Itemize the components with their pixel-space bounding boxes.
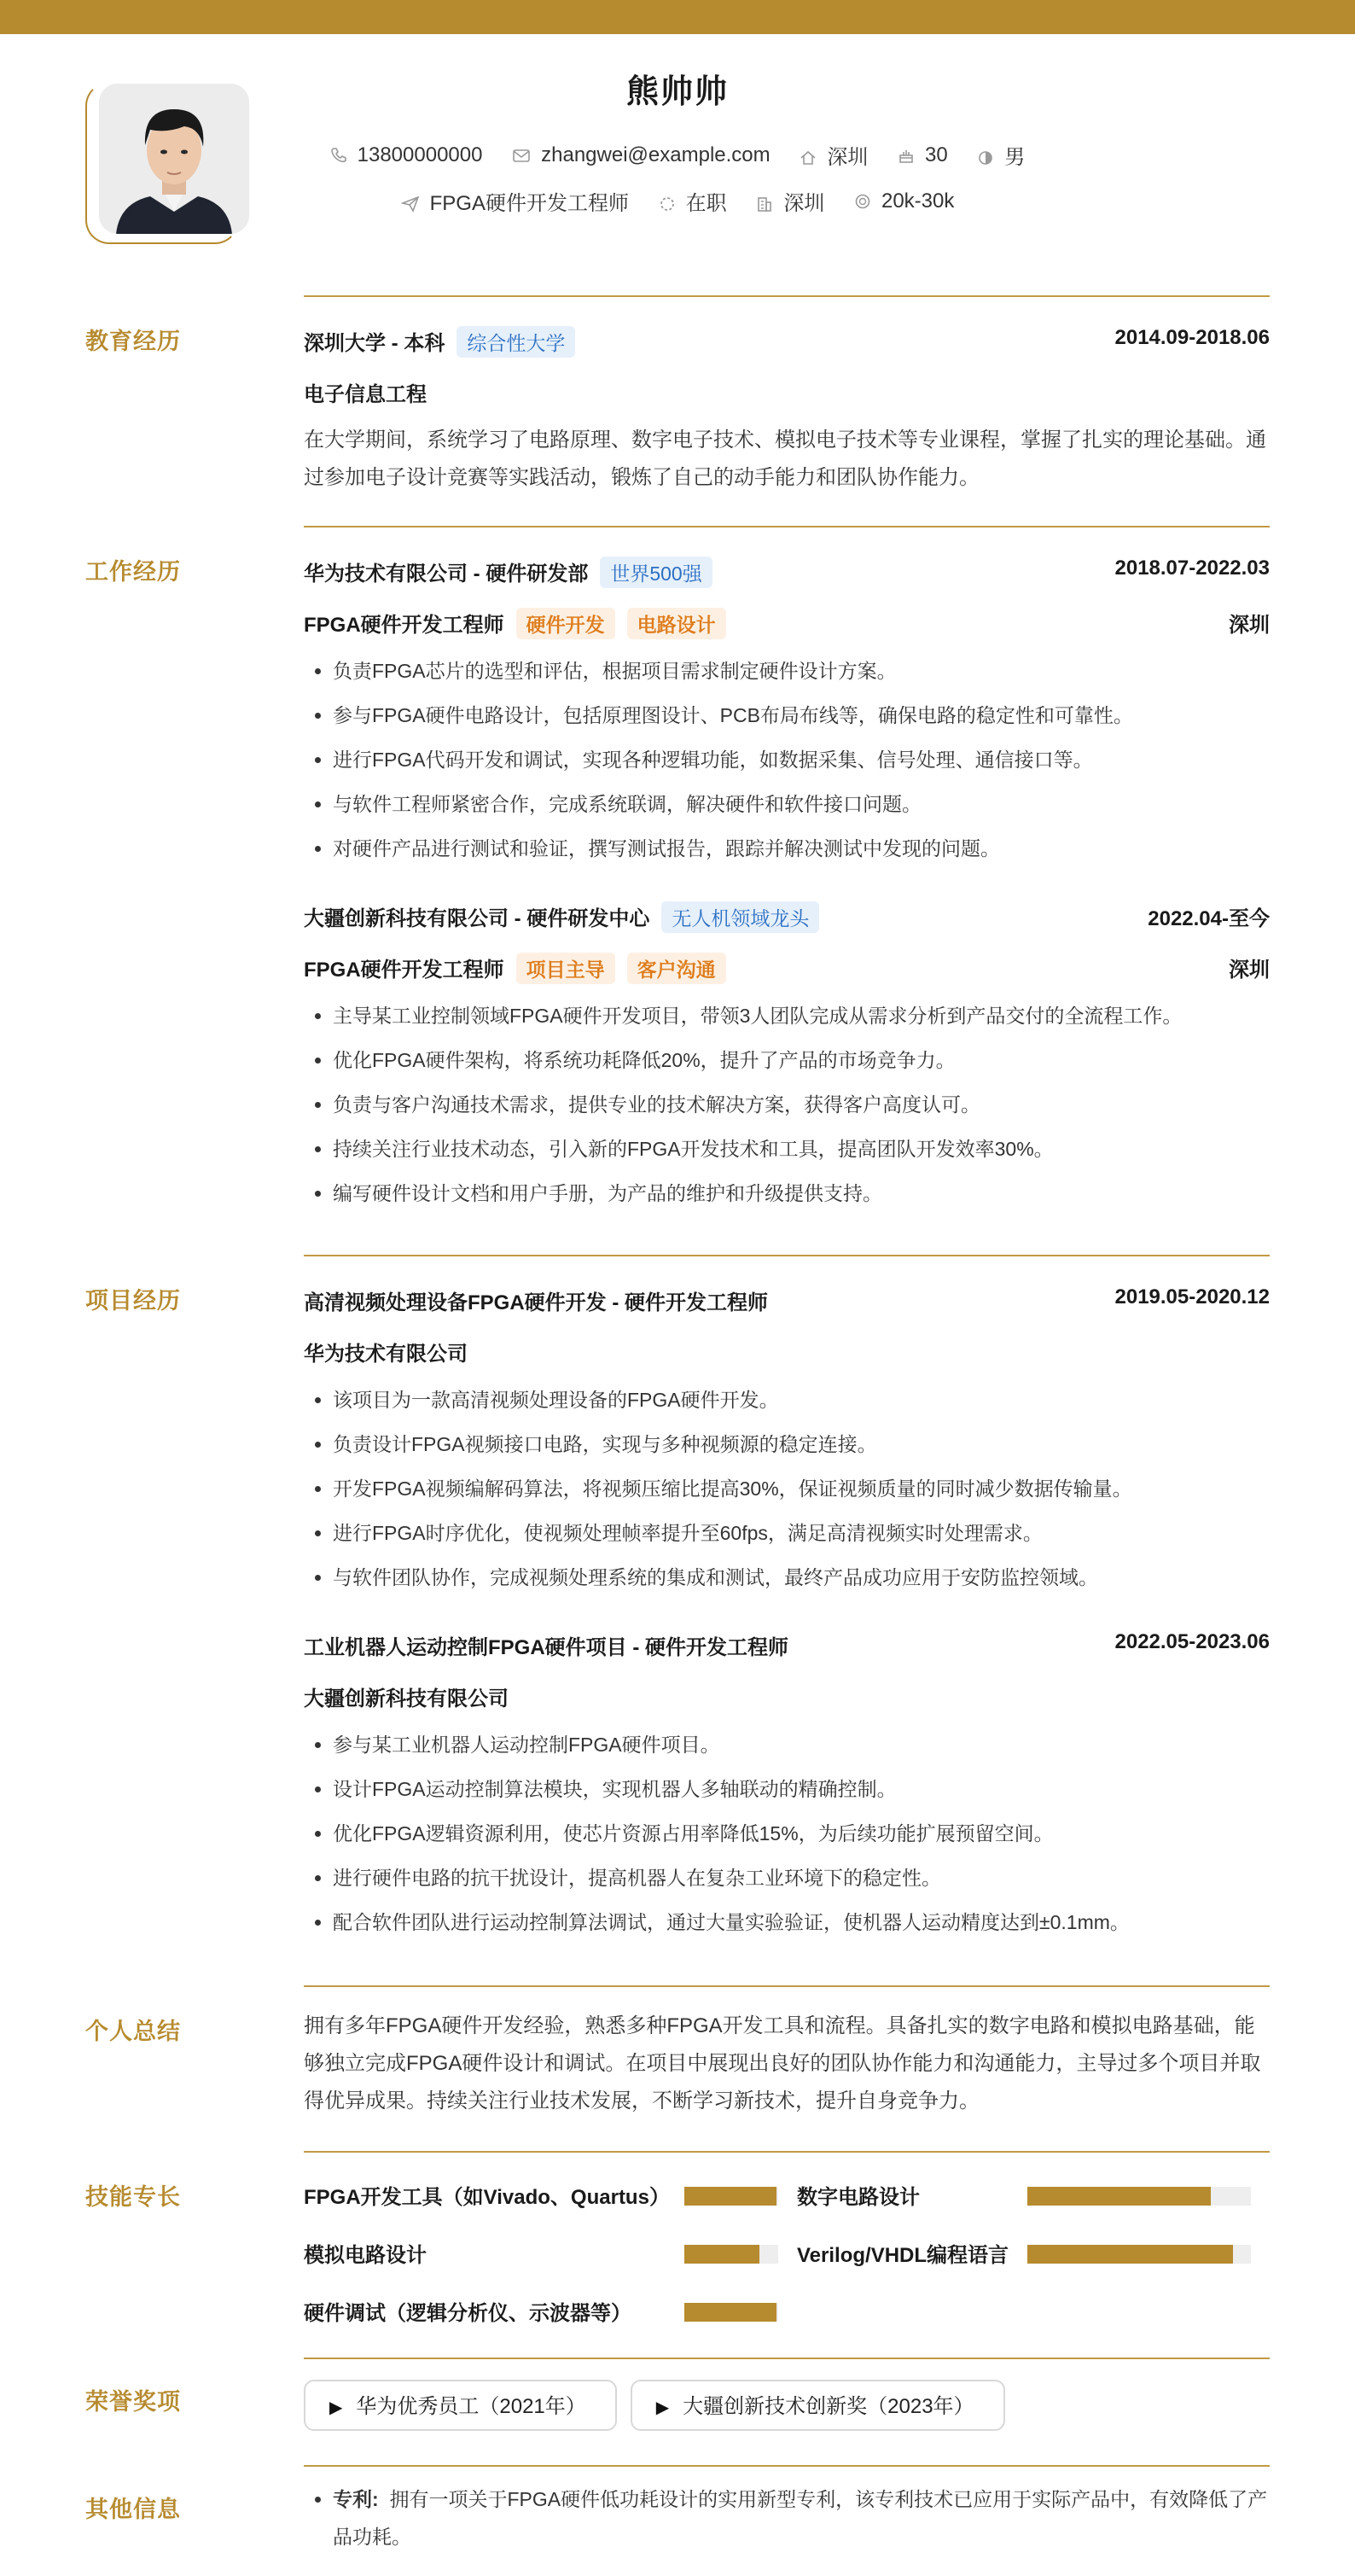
project-list (304, 1722, 1270, 1944)
project-name: 工业机器人运动控制FPGA硬件项目 - 硬件开发工程师 (304, 1636, 788, 1659)
award-badge (631, 2380, 1005, 2431)
list-item: • 优化FPGA逻辑资源利用，使芯片资源占用率降低15%，为后续功能扩展预留空间。 (333, 1811, 1270, 1856)
patent-text: 拥有一项关于FPGA硬件低功耗设计的实用新型专利，该专利技术已应用于实际产品中，有效降低了产品功耗。 (333, 2488, 1268, 2548)
list-item: • 负责与客户沟通技术需求，提供专业的技术解决方案，获得客户高度认可。 (333, 1082, 1270, 1127)
major-name: 电子信息工程 (304, 383, 427, 406)
list-item: • 与软件团队协作，完成视频处理系统的集成和测试，最终产品成功应用于安防监控领域。 (333, 1555, 1270, 1600)
skill-name: FPGA开发工具（如Vivado、Quartus） (304, 2186, 670, 2209)
project-date: 2019.05-2020.12 (1114, 1285, 1270, 1308)
skill-bar (1027, 2187, 1251, 2206)
intention-row (0, 186, 1355, 216)
section-title: 工作经历 (85, 559, 181, 585)
company-name: 大疆创新科技有限公司 - 硬件研发中心 (304, 907, 650, 930)
list-item: • 参与某工业机器人运动控制FPGA硬件项目。 (333, 1722, 1270, 1767)
phone-item (330, 143, 483, 167)
company-name: 华为技术有限公司 - 硬件研发部 (304, 562, 589, 586)
project-company: 大疆创新科技有限公司 (304, 1687, 509, 1711)
list-item: • 进行硬件电路的抗干扰设计，提高机器人在复杂工业环境下的稳定性。 (333, 1856, 1270, 1900)
salary-text: 20k-30k (881, 189, 955, 213)
skill-tag: 项目主导 (516, 953, 615, 984)
target-city-text: 深圳 (783, 192, 825, 215)
list-item: • 优化FPGA硬件架构，将系统功耗降低20%，提升了产品的市场竞争力。 (333, 1038, 1270, 1082)
phone-icon (330, 147, 347, 164)
gender-item (977, 140, 1025, 170)
section-title: 技能专长 (85, 2184, 181, 2210)
cake-icon (898, 147, 915, 164)
email-item (512, 143, 771, 167)
company-tag: 无人机领域龙头 (661, 901, 819, 933)
duty-list (304, 649, 1270, 871)
section-title: 其他信息 (85, 2497, 181, 2522)
award-badge (304, 2380, 617, 2431)
loading-icon (659, 195, 676, 213)
summary-text: 拥有多年FPGA硬件开发经验，熟悉多种FPGA开发工具和流程。具备扎实的数字电路和模拟电路基础，能够独立完成FPGA硬件设计和调试。在项目中展现出良好的团队协作能力和沟通能力，主导过多个项目并取得优异成果。持续关注行业技术发展，不断学习新技术，提升自身竞争力。 (304, 2014, 1261, 2113)
phone-text: 13800000000 (357, 143, 483, 166)
company-tag: 世界500强 (600, 557, 712, 588)
position-name: FPGA硬件开发工程师 (304, 614, 504, 637)
age-text: 30 (924, 143, 948, 166)
age-item (898, 143, 948, 167)
section-title: 项目经历 (85, 1288, 181, 1314)
mail-icon (512, 147, 531, 164)
city-item (800, 140, 868, 170)
section-title: 个人总结 (85, 2019, 181, 2044)
section-title: 教育经历 (85, 329, 181, 354)
other-list (304, 2480, 1270, 2556)
list-item: • 开发FPGA视频编解码算法，将视频压缩比提高30%，保证视频质量的同时减少数据传输量。 (333, 1466, 1270, 1511)
work-date: 2022.04-至今 (1148, 907, 1270, 930)
skill-bar (684, 2245, 778, 2264)
salary-item (854, 189, 954, 213)
work-entry (304, 889, 1270, 1215)
position-name: FPGA硬件开发工程师 (304, 959, 504, 982)
skill-bar-fill (684, 2303, 776, 2322)
section-divider (304, 1255, 1270, 1256)
list-item: • 该项目为一款高清视频处理设备的FPGA硬件开发。 (333, 1378, 1270, 1422)
skill-tag: 电路设计 (627, 608, 726, 639)
section-divider (304, 1985, 1270, 1987)
candidate-name: 熊帅帅 (625, 74, 729, 110)
section-divider (304, 295, 1270, 297)
list-item: • 参与FPGA硬件电路设计，包括原理图设计、PCB布局布线等，确保电路的稳定性和可靠性。 (333, 693, 1270, 737)
play-icon: ▶ (655, 2398, 670, 2417)
home-icon (800, 149, 817, 166)
job-target-text: FPGA硬件开发工程师 (429, 192, 629, 215)
award-text: 大疆创新技术创新奖（2023年） (683, 2395, 974, 2418)
skill-bar (1027, 2245, 1251, 2264)
list-item (333, 2480, 1270, 2556)
section-divider (304, 2151, 1270, 2153)
list-item: • 负责设计FPGA视频接口电路，实现与多种视频源的稳定连接。 (333, 1422, 1270, 1466)
award-text: 华为优秀员工（2021年） (356, 2395, 586, 2418)
project-entry (304, 1273, 1270, 1600)
project-company: 华为技术有限公司 (304, 1343, 468, 1366)
patent-label: 专利: (333, 2488, 379, 2510)
skill-bar-fill (684, 2187, 776, 2206)
work-date: 2018.07-2022.03 (1114, 557, 1270, 580)
school-tag: 综合性大学 (457, 326, 575, 358)
list-item: • 配合软件团队进行运动控制算法调试，通过大量实验验证，使机器人运动精度达到±0.1mm。 (333, 1900, 1270, 1944)
list-item: • 设计FPGA运动控制算法模块，实现机器人多轴联动的精确控制。 (333, 1767, 1270, 1811)
education-date: 2014.09-2018.06 (1114, 326, 1270, 349)
gender-icon (977, 149, 994, 166)
skill-grid (304, 2177, 1270, 2356)
skill-bar-fill (1027, 2187, 1211, 2206)
skill-bar (684, 2303, 778, 2322)
target-city-item (756, 186, 824, 216)
contact-row (0, 140, 1355, 170)
project-list (304, 1378, 1270, 1600)
gender-text: 男 (1004, 146, 1026, 169)
list-item: • 进行FPGA时序优化，使视频处理帧率提升至60fps，满足高清视频实时处理需求。 (333, 1511, 1270, 1555)
project-date: 2022.05-2023.06 (1114, 1630, 1270, 1653)
email-text: zhangwei@example.com (541, 143, 771, 166)
coin-icon (854, 193, 871, 210)
skill-name: 模拟电路设计 (304, 2244, 427, 2267)
school-name: 深圳大学 - 本科 (304, 332, 445, 355)
skill-bar-fill (684, 2245, 759, 2264)
skill-name: Verilog/VHDL编程语言 (797, 2244, 1009, 2267)
building-icon (756, 195, 773, 213)
top-accent-bar (0, 0, 1355, 34)
education-desc: 在大学期间，系统学习了电路原理、数字电子技术、模拟电子技术等专业课程，掌握了扎实的理论基础。通过参加电子设计竞赛等实践活动，锻炼了自己的动手能力和团队协作能力。 (304, 428, 1266, 489)
list-item: • 进行FPGA代码开发和调试，实现各种逻辑功能，如数据采集、信号处理、通信接口等。 (333, 737, 1270, 782)
list-item: • 持续关注行业技术动态，引入新的FPGA开发技术和工具，提高团队开发效率30%。 (333, 1127, 1270, 1171)
duty-list (304, 994, 1270, 1215)
list-item: • 对硬件产品进行测试和验证，撰写测试报告，跟踪并解决测试中发现的问题。 (333, 826, 1270, 871)
skill-bar (684, 2187, 778, 2206)
status-text: 在职 (685, 192, 727, 215)
skill-bar-fill (1027, 2245, 1233, 2264)
section-divider (304, 2357, 1270, 2359)
city-text: 深圳 (827, 146, 869, 169)
list-item: • 负责FPGA芯片的选型和评估，根据项目需求制定硬件设计方案。 (333, 649, 1270, 693)
list-item: • 编写硬件设计文档和用户手册，为产品的维护和升级提供支持。 (333, 1171, 1270, 1215)
send-icon (401, 195, 420, 213)
list-item: • 主导某工业控制领域FPGA硬件开发项目，带领3人团队完成从需求分析到产品交付的全流程工作。 (333, 994, 1270, 1038)
skill-name: 硬件调试（逻辑分析仪、示波器等） (304, 2302, 631, 2325)
list-item: • 与软件工程师紧密合作，完成系统联调，解决硬件和软件接口问题。 (333, 782, 1270, 826)
project-entry (304, 1618, 1270, 1944)
project-name: 高清视频处理设备FPGA硬件开发 - 硬件开发工程师 (304, 1291, 768, 1314)
skill-tag: 客户沟通 (627, 953, 726, 984)
skill-tag: 硬件开发 (516, 608, 615, 639)
work-entry (304, 545, 1270, 871)
section-divider (304, 526, 1270, 527)
status-item (659, 186, 727, 216)
work-city: 深圳 (1229, 959, 1270, 982)
work-city: 深圳 (1229, 614, 1270, 637)
skill-name: 数字电路设计 (797, 2186, 920, 2209)
section-divider (304, 2465, 1270, 2467)
section-title: 荣誉奖项 (85, 2389, 181, 2415)
job-target-item (401, 186, 629, 216)
play-icon: ▶ (329, 2398, 343, 2417)
